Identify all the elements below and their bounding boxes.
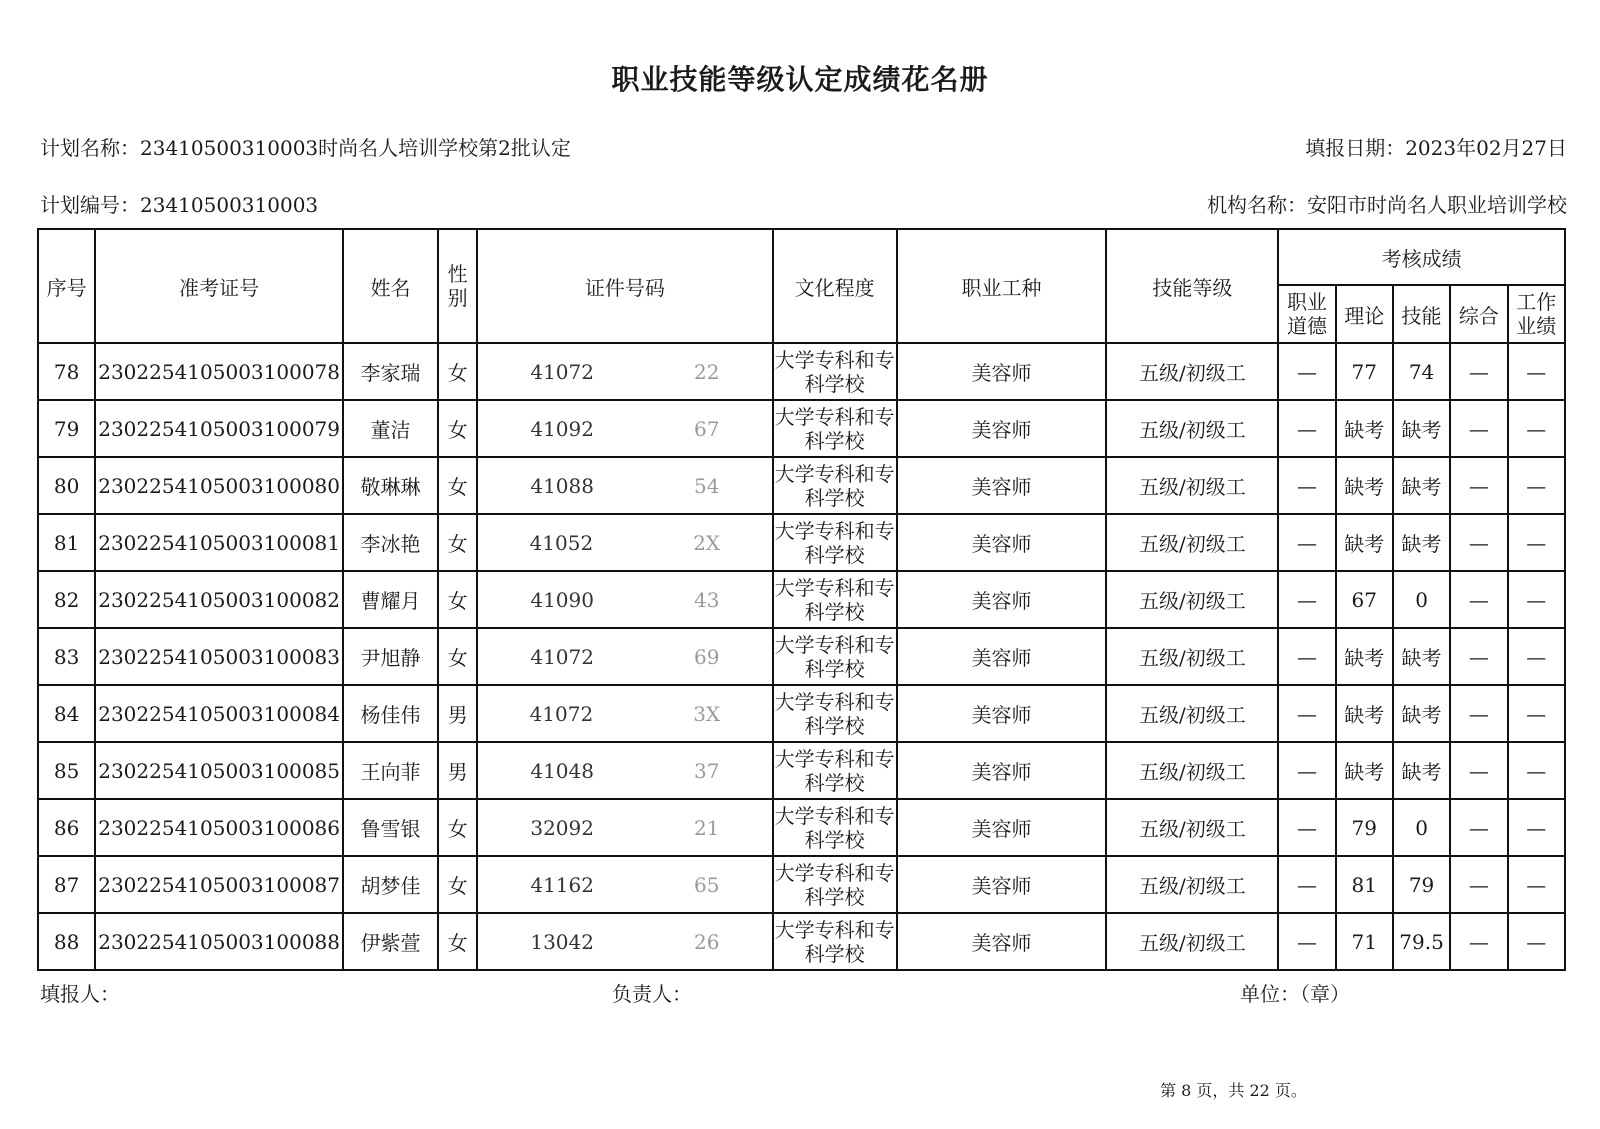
fill-date-label: 填报日期： [1305, 136, 1406, 160]
cell-level: 五级/初级工 [1106, 799, 1278, 856]
cell-id-no [477, 856, 773, 913]
col-exam-no: 准考证号 [95, 229, 343, 343]
cell-seq: 87 [38, 856, 95, 913]
cell-name: 伊紫萱 [343, 913, 438, 970]
cell-skill: 79.5 [1393, 913, 1450, 970]
plan-number-value: 23410500310003 [140, 193, 319, 217]
cell-level: 五级/初级工 [1106, 343, 1278, 400]
cell-ethics: — [1278, 799, 1335, 856]
table-row [38, 514, 1565, 571]
id-suffix: 65 [693, 872, 720, 897]
cell-exam-no: 2302254105003100083 [95, 628, 343, 685]
cell-theory: 缺考 [1336, 514, 1393, 571]
id-suffix: 54 [693, 473, 720, 498]
cell-overall: — [1450, 742, 1507, 799]
cell-seq: 81 [38, 514, 95, 571]
redaction-mask [596, 758, 692, 784]
id-prefix: 41072 [530, 644, 594, 669]
page-indicator: 第 8 页，共 22 页。 [1160, 1081, 1307, 1100]
cell-name: 曹耀月 [343, 571, 438, 628]
cell-id-no [477, 514, 773, 571]
col-gender: 性别 [438, 229, 477, 343]
table-row [38, 742, 1565, 799]
col-theory: 理论 [1336, 285, 1393, 343]
id-prefix: 41090 [530, 587, 594, 612]
cell-ethics: — [1278, 457, 1335, 514]
cell-level: 五级/初级工 [1106, 514, 1278, 571]
col-work: 工作业绩 [1508, 285, 1566, 343]
cell-id-no [477, 685, 773, 742]
cell-seq: 79 [38, 400, 95, 457]
id-suffix: 26 [693, 929, 720, 954]
table-row [38, 571, 1565, 628]
cell-skill: 0 [1393, 571, 1450, 628]
cell-id-no [477, 913, 773, 970]
table-row [38, 913, 1565, 970]
cell-work: — [1508, 571, 1566, 628]
id-suffix: 2X [693, 530, 721, 555]
id-prefix: 41072 [529, 701, 594, 726]
cell-education: 大学专科和专科学校 [773, 685, 897, 742]
id-suffix: 67 [693, 416, 720, 441]
cell-ethics: — [1278, 685, 1335, 742]
id-prefix: 13042 [530, 929, 594, 954]
col-ethics: 职业道德 [1278, 285, 1335, 343]
cell-exam-no: 2302254105003100085 [95, 742, 343, 799]
col-id-no: 证件号码 [477, 229, 773, 343]
cell-id-no [477, 343, 773, 400]
cell-education: 大学专科和专科学校 [773, 742, 897, 799]
col-scores-group: 考核成绩 [1278, 229, 1565, 285]
cell-name: 李冰艳 [343, 514, 438, 571]
id-prefix: 41052 [529, 530, 594, 555]
cell-theory: 缺考 [1336, 628, 1393, 685]
cell-gender: 女 [438, 628, 477, 685]
cell-education: 大学专科和专科学校 [773, 799, 897, 856]
cell-education: 大学专科和专科学校 [773, 913, 897, 970]
cell-skill: 缺考 [1393, 400, 1450, 457]
cell-theory: 67 [1336, 571, 1393, 628]
roster-body [38, 343, 1565, 970]
cell-occupation: 美容师 [897, 856, 1107, 913]
cell-exam-no: 2302254105003100086 [95, 799, 343, 856]
unit-seal: 单位：（章） [1240, 982, 1350, 1006]
plan-name-value: 23410500310003时尚名人培训学校第2批认定 [140, 136, 571, 160]
cell-occupation: 美容师 [897, 343, 1107, 400]
cell-theory: 缺考 [1336, 400, 1393, 457]
redaction-mask [596, 587, 692, 613]
cell-education: 大学专科和专科学校 [773, 628, 897, 685]
cell-exam-no: 2302254105003100079 [95, 400, 343, 457]
cell-id-no [477, 799, 773, 856]
cell-occupation: 美容师 [897, 685, 1107, 742]
id-prefix: 41088 [530, 473, 594, 498]
col-education: 文化程度 [773, 229, 897, 343]
organization-label: 机构名称： [1207, 193, 1307, 217]
cell-work: — [1508, 457, 1566, 514]
cell-level: 五级/初级工 [1106, 913, 1278, 970]
plan-number [40, 189, 318, 218]
redaction-mask [595, 530, 691, 556]
cell-skill: 79 [1393, 856, 1450, 913]
cell-skill: 缺考 [1393, 628, 1450, 685]
cell-gender: 女 [438, 571, 477, 628]
cell-skill: 缺考 [1393, 685, 1450, 742]
table-row [38, 628, 1565, 685]
cell-theory: 缺考 [1336, 742, 1393, 799]
cell-occupation: 美容师 [897, 457, 1107, 514]
table-row [38, 343, 1565, 400]
cell-ethics: — [1278, 628, 1335, 685]
cell-id-no [477, 628, 773, 685]
cell-gender: 女 [438, 913, 477, 970]
cell-seq: 85 [38, 742, 95, 799]
cell-education: 大学专科和专科学校 [773, 457, 897, 514]
redaction-mask [596, 416, 692, 442]
cell-name: 敬琳琳 [343, 457, 438, 514]
cell-occupation: 美容师 [897, 913, 1107, 970]
cell-name: 王向菲 [343, 742, 438, 799]
cell-overall: — [1450, 913, 1507, 970]
cell-id-no [477, 457, 773, 514]
id-prefix: 41072 [530, 359, 594, 384]
cell-work: — [1508, 742, 1566, 799]
cell-work: — [1508, 343, 1566, 400]
id-suffix: 69 [693, 644, 720, 669]
document-title: 职业技能等级认定成绩花名册 [611, 63, 989, 96]
cell-overall: — [1450, 457, 1507, 514]
id-prefix: 41162 [530, 872, 594, 897]
plan-name [40, 132, 571, 161]
cell-ethics: — [1278, 514, 1335, 571]
id-suffix: 21 [693, 815, 720, 840]
cell-seq: 78 [38, 343, 95, 400]
fill-date-value: 2023年02月27日 [1405, 136, 1567, 160]
cell-ethics: — [1278, 742, 1335, 799]
head-signature: 负责人： [612, 982, 692, 1006]
id-suffix: 22 [693, 359, 720, 384]
cell-level: 五级/初级工 [1106, 571, 1278, 628]
cell-education: 大学专科和专科学校 [773, 571, 897, 628]
cell-seq: 83 [38, 628, 95, 685]
cell-level: 五级/初级工 [1106, 457, 1278, 514]
cell-overall: — [1450, 628, 1507, 685]
id-suffix: 37 [693, 758, 720, 783]
cell-occupation: 美容师 [897, 742, 1107, 799]
redaction-mask [596, 815, 692, 841]
cell-name: 李家瑞 [343, 343, 438, 400]
cell-work: — [1508, 799, 1566, 856]
cell-overall: — [1450, 685, 1507, 742]
cell-education: 大学专科和专科学校 [773, 514, 897, 571]
plan-number-label: 计划编号： [40, 193, 140, 217]
organization-value: 安阳市时尚名人职业培训学校 [1307, 193, 1567, 217]
table-row [38, 685, 1565, 742]
cell-id-no [477, 742, 773, 799]
fill-date [1305, 132, 1567, 161]
cell-theory: 缺考 [1336, 685, 1393, 742]
cell-id-no [477, 400, 773, 457]
organization-name [1207, 189, 1567, 218]
cell-id-no [477, 571, 773, 628]
cell-exam-no: 2302254105003100078 [95, 343, 343, 400]
cell-overall: — [1450, 856, 1507, 913]
table-row [38, 400, 1565, 457]
cell-exam-no: 2302254105003100084 [95, 685, 343, 742]
cell-overall: — [1450, 514, 1507, 571]
cell-overall: — [1450, 799, 1507, 856]
cell-name: 鲁雪银 [343, 799, 438, 856]
cell-work: — [1508, 913, 1566, 970]
table-row [38, 457, 1565, 514]
filler-signature: 填报人： [40, 982, 120, 1006]
cell-occupation: 美容师 [897, 514, 1107, 571]
cell-work: — [1508, 400, 1566, 457]
cell-exam-no: 2302254105003100081 [95, 514, 343, 571]
cell-work: — [1508, 685, 1566, 742]
cell-level: 五级/初级工 [1106, 400, 1278, 457]
cell-occupation: 美容师 [897, 799, 1107, 856]
cell-occupation: 美容师 [897, 628, 1107, 685]
cell-gender: 女 [438, 343, 477, 400]
cell-level: 五级/初级工 [1106, 856, 1278, 913]
header-row [38, 229, 1565, 285]
cell-name: 杨佳伟 [343, 685, 438, 742]
cell-work: — [1508, 514, 1566, 571]
col-level: 技能等级 [1106, 229, 1278, 343]
redaction-mask [595, 701, 691, 727]
cell-gender: 女 [438, 514, 477, 571]
cell-name: 尹旭静 [343, 628, 438, 685]
cell-level: 五级/初级工 [1106, 742, 1278, 799]
id-prefix: 41048 [530, 758, 594, 783]
cell-overall: — [1450, 400, 1507, 457]
col-seq: 序号 [38, 229, 95, 343]
id-suffix: 43 [693, 587, 720, 612]
cell-theory: 缺考 [1336, 457, 1393, 514]
col-name: 姓名 [343, 229, 438, 343]
cell-ethics: — [1278, 343, 1335, 400]
id-prefix: 32092 [530, 815, 594, 840]
cell-theory: 71 [1336, 913, 1393, 970]
cell-exam-no: 2302254105003100088 [95, 913, 343, 970]
cell-ethics: — [1278, 571, 1335, 628]
cell-level: 五级/初级工 [1106, 685, 1278, 742]
redaction-mask [596, 872, 692, 898]
cell-theory: 81 [1336, 856, 1393, 913]
cell-seq: 88 [38, 913, 95, 970]
cell-work: — [1508, 628, 1566, 685]
cell-occupation: 美容师 [897, 400, 1107, 457]
id-suffix: 3X [693, 701, 721, 726]
cell-exam-no: 2302254105003100087 [95, 856, 343, 913]
cell-education: 大学专科和专科学校 [773, 343, 897, 400]
table-row [38, 856, 1565, 913]
cell-theory: 79 [1336, 799, 1393, 856]
cell-seq: 82 [38, 571, 95, 628]
cell-education: 大学专科和专科学校 [773, 400, 897, 457]
cell-skill: 缺考 [1393, 457, 1450, 514]
cell-work: — [1508, 856, 1566, 913]
cell-education: 大学专科和专科学校 [773, 856, 897, 913]
cell-seq: 80 [38, 457, 95, 514]
redaction-mask [596, 644, 692, 670]
cell-gender: 女 [438, 856, 477, 913]
cell-gender: 男 [438, 685, 477, 742]
cell-theory: 77 [1336, 343, 1393, 400]
cell-overall: — [1450, 343, 1507, 400]
cell-gender: 女 [438, 457, 477, 514]
cell-occupation: 美容师 [897, 571, 1107, 628]
redaction-mask [596, 929, 692, 955]
cell-ethics: — [1278, 913, 1335, 970]
id-prefix: 41092 [530, 416, 594, 441]
cell-skill: 缺考 [1393, 514, 1450, 571]
cell-overall: — [1450, 571, 1507, 628]
cell-skill: 74 [1393, 343, 1450, 400]
redaction-mask [596, 359, 692, 385]
redaction-mask [596, 473, 692, 499]
cell-ethics: — [1278, 400, 1335, 457]
cell-skill: 0 [1393, 799, 1450, 856]
cell-seq: 84 [38, 685, 95, 742]
cell-name: 董洁 [343, 400, 438, 457]
plan-name-label: 计划名称： [40, 136, 140, 160]
score-roster-table [37, 228, 1566, 971]
cell-ethics: — [1278, 856, 1335, 913]
cell-gender: 女 [438, 400, 477, 457]
cell-skill: 缺考 [1393, 742, 1450, 799]
table-row [38, 799, 1565, 856]
cell-exam-no: 2302254105003100080 [95, 457, 343, 514]
col-occupation: 职业工种 [897, 229, 1107, 343]
cell-level: 五级/初级工 [1106, 628, 1278, 685]
cell-gender: 男 [438, 742, 477, 799]
cell-name: 胡梦佳 [343, 856, 438, 913]
cell-exam-no: 2302254105003100082 [95, 571, 343, 628]
cell-gender: 女 [438, 799, 477, 856]
col-overall: 综合 [1450, 285, 1507, 343]
col-skill: 技能 [1393, 285, 1450, 343]
cell-seq: 86 [38, 799, 95, 856]
